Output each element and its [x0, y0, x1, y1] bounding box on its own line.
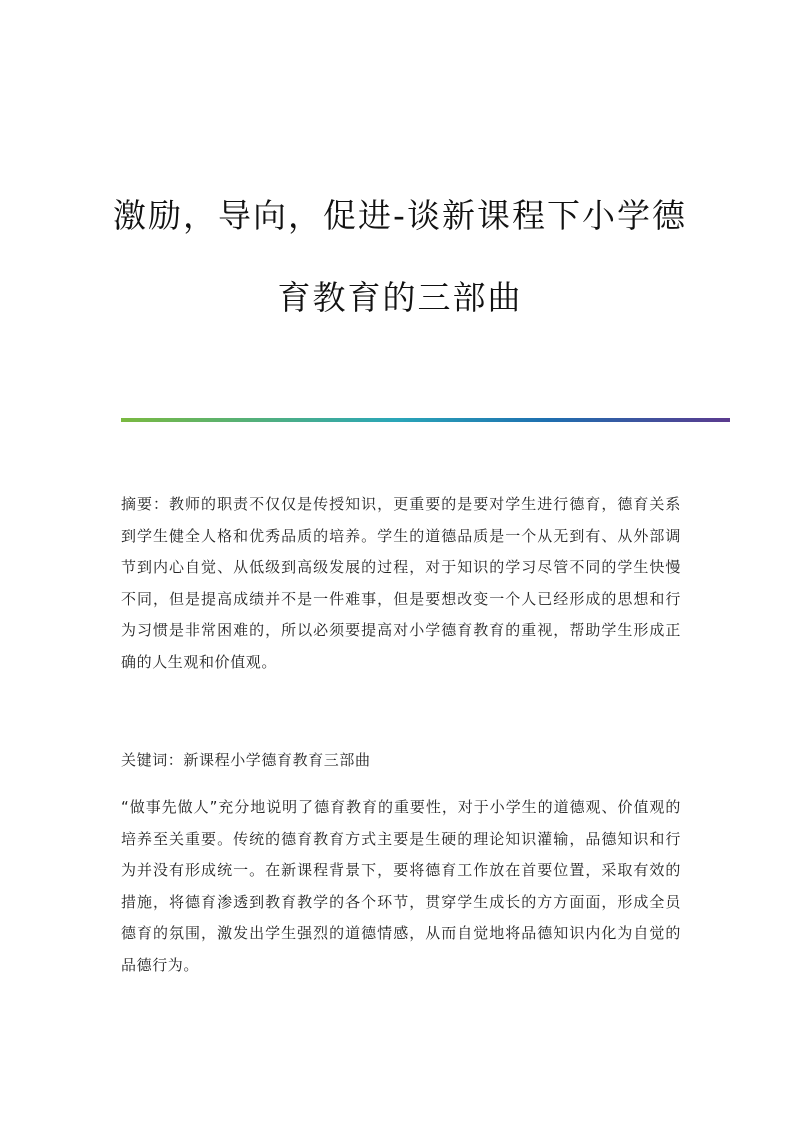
document-title-line1: 激励，导向，促进-谈新课程下小学德: [113, 196, 687, 235]
intro-section: [121, 792, 681, 981]
document-title-line2: 育教育的三部曲: [277, 278, 523, 317]
keywords-section: [121, 745, 681, 777]
abstract-section: [121, 489, 681, 678]
keywords-paragraph: 关键词：新课程小学德育教育三部曲: [121, 751, 371, 769]
abstract-paragraph: 摘要：教师的职责不仅仅是传授知识，更重要的是要对学生进行德育，德育关系到学生健全人格和优秀品质的培养。学生的道德品质是一个从无到有、从外部调节到内心自觉、从低级到高级发展的过程，对于知识的学习尽管不同的学生快慢不同，但是提高成绩并不是一件难事，但是要想改变一个人已经形成的思想和行为习惯是非常困难的，所以必须要提高对小学德育教育的重视，帮助学生形成正确的人生观和价值观。: [121, 495, 681, 671]
intro-paragraph: “做事先做人”充分地说明了德育教育的重要性，对于小学生的道德观、价值观的培养至关重要。传统的德育教育方式主要是生硬的理论知识灌输，品德知识和行为并没有形成统一。在新课程背景下，要将德育工作放在首要位置，采取有效的措施，将德育渗透到教育教学的各个环节，贯穿学生成长的方方面面，形成全员德育的氛围，激发出学生强烈的道德情感，从而自觉地将品德知识内化为自觉的品德行为。: [121, 798, 681, 974]
title-divider: [121, 418, 730, 422]
